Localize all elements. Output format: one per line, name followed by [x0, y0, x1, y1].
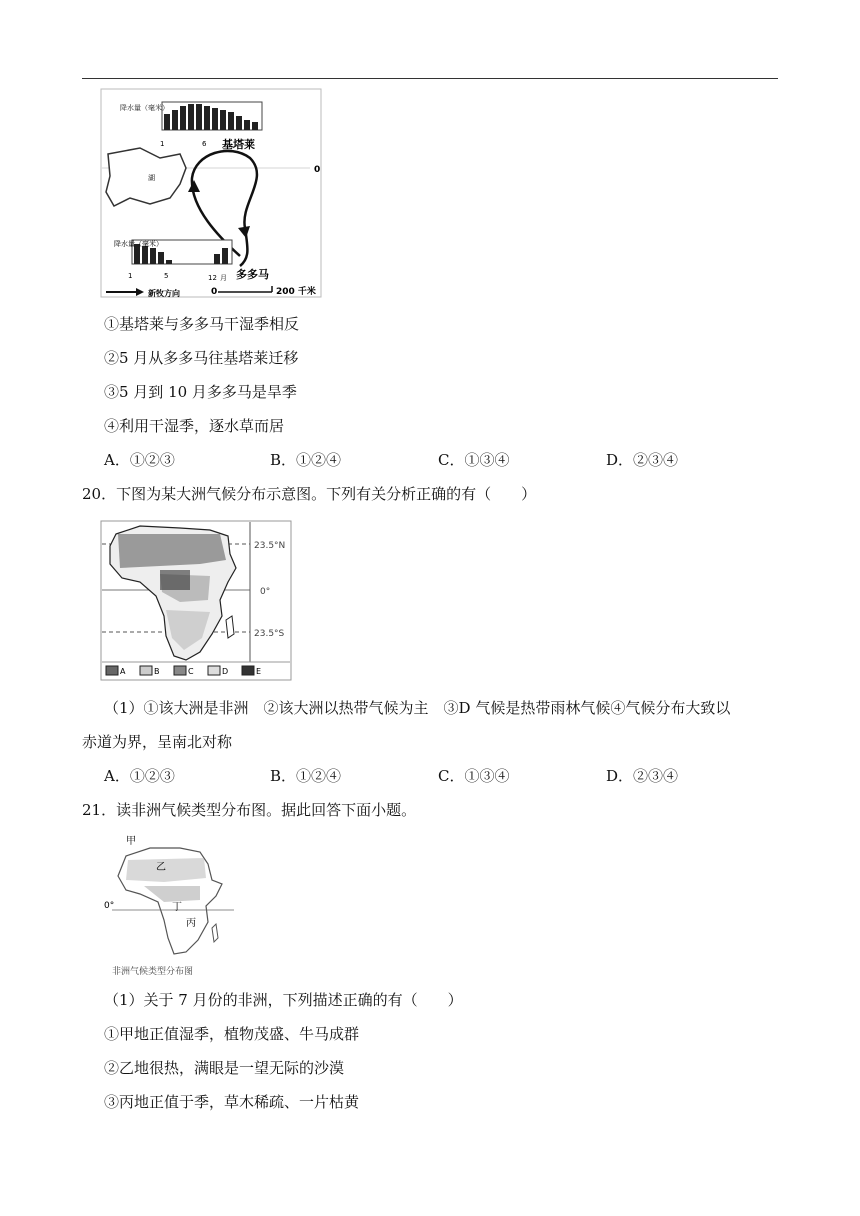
city-south-label: 多多马	[236, 268, 269, 281]
q19-statement-2: ②5 月从多多马往基塔莱迁移	[104, 349, 299, 367]
q21-statement-3: ③丙地正值于季，草木稀疏、一片枯黄	[104, 1093, 360, 1111]
precip-label-bottom: 降水量（毫米）	[114, 240, 163, 248]
svg-text:E: E	[256, 667, 262, 676]
precip-label-top: 降水量（毫米）	[120, 104, 169, 112]
q20-sub1-cont: 赤道为界，呈南北对称	[82, 733, 233, 751]
q21-stem: 21．读非洲气候类型分布图。据此回答下面小题。	[82, 801, 417, 819]
lat-south-label: 23.5°S	[254, 629, 285, 639]
scale-zero-label: 0	[211, 287, 218, 297]
q21-sub1: （1）关于 7 月份的非洲，下列描述正确的有（ ）	[104, 991, 463, 1009]
equator-zero-label: 0	[314, 165, 321, 175]
lat-north-label: 23.5°N	[254, 541, 286, 551]
q19-option-c[interactable]: C．①③④	[438, 451, 510, 469]
city-north-label: 基塔莱	[222, 138, 255, 151]
q20-option-b[interactable]: B．①②④	[270, 767, 342, 785]
month-12-label: 12	[208, 274, 217, 282]
q19-option-d[interactable]: D．②③④	[606, 451, 679, 469]
map-yi-label: 乙	[156, 862, 166, 873]
lake-label: 湖	[148, 174, 155, 182]
q19-option-b[interactable]: B．①②④	[270, 451, 342, 469]
climate-map-figure	[100, 520, 292, 682]
q20-stem: 20．下图为某大洲气候分布示意图。下列有关分析正确的有（ ）	[82, 485, 537, 503]
lat-zero-label: 0°	[260, 587, 271, 597]
q20-option-d[interactable]: D．②③④	[606, 767, 679, 785]
migration-map-figure	[100, 88, 322, 300]
q19-statement-1: ①基塔莱与多多马干湿季相反	[104, 315, 300, 333]
q20-option-a[interactable]: A．①②③	[104, 767, 175, 785]
svg-text:D: D	[222, 667, 229, 676]
q21-statement-2: ②乙地很热，满眼是一望无际的沙漠	[104, 1059, 345, 1077]
q19-statement-3: ③5 月到 10 月多多马是旱季	[104, 383, 297, 401]
precip-chart-top	[162, 102, 262, 130]
q20-option-c[interactable]: C．①③④	[438, 767, 510, 785]
svg-text:C: C	[188, 667, 194, 676]
map-ding-label: 丁	[172, 902, 182, 913]
map-caption: 非洲气候类型分布图	[112, 967, 194, 977]
q19-option-a[interactable]: A．①②③	[104, 451, 175, 469]
svg-text:A: A	[120, 667, 126, 676]
month-5-label: 5	[164, 272, 169, 280]
header-rule	[82, 78, 778, 79]
map-zero-label: 0°	[104, 901, 115, 911]
month-suffix-label: 月	[220, 274, 227, 282]
legend-label: 新牧方向	[148, 289, 180, 298]
map-bing-label: 丙	[186, 918, 196, 929]
q19-statement-4: ④利用干湿季，逐水草而居	[104, 417, 285, 435]
africa-climate-map-figure	[104, 830, 238, 978]
month-6-label: 6	[202, 140, 207, 148]
map-jia-label: 甲	[126, 836, 136, 847]
month-1b-label: 1	[128, 272, 133, 280]
q20-sub1: （1）①该大洲是非洲 ②该大洲以热带气候为主 ③D 气候是热带雨林气候④气候分布大致以	[104, 699, 731, 717]
q21-statement-1: ①甲地正值湿季，植物茂盛、牛马成群	[104, 1025, 360, 1043]
svg-text:B: B	[154, 667, 160, 676]
scale-label: 200 千米	[276, 287, 316, 297]
month-1-label: 1	[160, 140, 165, 148]
